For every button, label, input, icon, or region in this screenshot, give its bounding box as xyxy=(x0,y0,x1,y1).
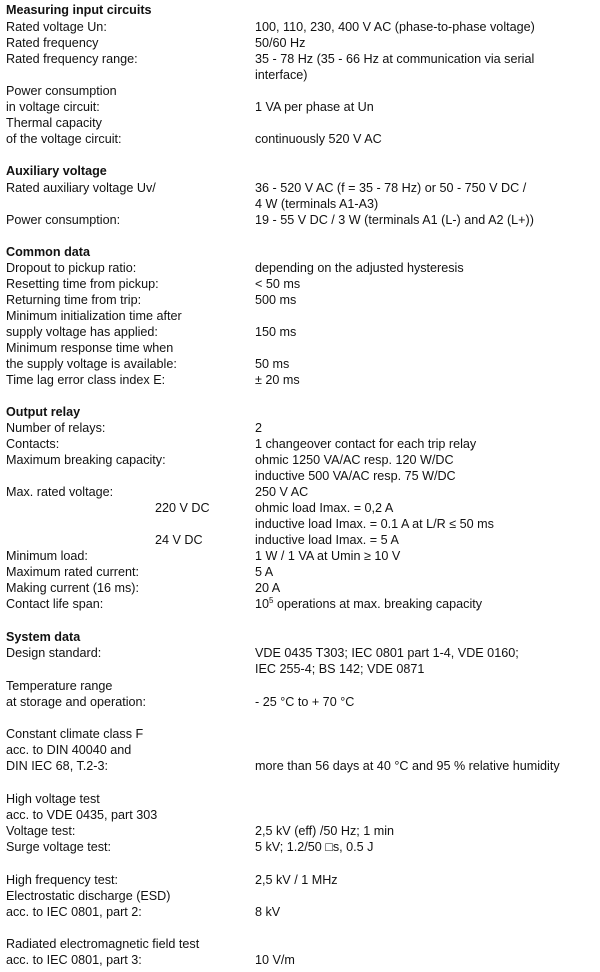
section-heading-output: Output relay xyxy=(6,405,81,419)
label-making-current: Making current (16 ms): xyxy=(6,581,139,595)
value-max-rated-voltage: 250 V AC xyxy=(255,485,309,499)
label-climate-class-cont2: DIN IEC 68, T.2-3: xyxy=(6,759,108,773)
value-esd: 8 kV xyxy=(255,905,281,919)
value-min-response-time: 50 ms xyxy=(255,357,290,371)
label-surge-voltage-test: Surge voltage test: xyxy=(6,840,112,854)
label-min-response-time: Minimum response time when xyxy=(6,341,174,355)
label-max-breaking-capacity: Maximum breaking capacity: xyxy=(6,453,166,467)
value-design-standard: VDE 0435 T303; IEC 0801 part 1-4, VDE 0160; xyxy=(255,646,519,660)
value-temperature-range: - 25 °C to + 70 °C xyxy=(255,695,355,709)
sublabel-24v-dc: 24 V DC xyxy=(155,533,203,547)
label-high-voltage-test-cont: acc. to VDE 0435, part 303 xyxy=(6,808,158,822)
value-contact-life-base: 10 xyxy=(255,597,270,611)
label-temperature-range-cont: at storage and operation: xyxy=(6,695,147,709)
value-making-current: 20 A xyxy=(255,581,281,595)
value-design-standard-cont: IEC 255-4; BS 142; VDE 0871 xyxy=(255,662,425,676)
value-rated-voltage: 100, 110, 230, 400 V AC (phase-to-phase voltage) xyxy=(255,20,535,34)
label-design-standard: Design standard: xyxy=(6,646,102,660)
value-max-breaking-capacity-cont: inductive 500 VA/AC resp. 75 W/DC xyxy=(255,469,456,483)
label-thermal-capacity: Thermal capacity xyxy=(6,116,102,130)
value-rated-frequency-range-cont: interface) xyxy=(255,68,308,82)
label-high-voltage-test: High voltage test xyxy=(6,792,100,806)
label-time-lag-error: Time lag error class index E: xyxy=(6,373,166,387)
value-contact-life-rest: operations at max. breaking capacity xyxy=(273,597,483,611)
label-rated-auxiliary-voltage: Rated auxiliary voltage Uv/ xyxy=(6,181,156,195)
section-heading-auxiliary: Auxiliary voltage xyxy=(6,164,107,178)
label-radiated-field-test-cont: acc. to IEC 0801, part 3: xyxy=(6,953,142,967)
value-max-breaking-capacity: ohmic 1250 VA/AC resp. 120 W/DC xyxy=(255,453,454,467)
section-heading-system: System data xyxy=(6,630,81,644)
label-temperature-range: Temperature range xyxy=(6,679,113,693)
label-contacts: Contacts: xyxy=(6,437,60,451)
sublabel-220v-dc: 220 V DC xyxy=(155,501,210,515)
value-contacts: 1 changeover contact for each trip relay xyxy=(255,437,477,451)
label-dropout-ratio: Dropout to pickup ratio: xyxy=(6,261,137,275)
label-rated-frequency: Rated frequency xyxy=(6,36,99,50)
value-climate-class: more than 56 days at 40 °C and 95 % relative humidity xyxy=(255,759,560,773)
label-max-rated-current: Maximum rated current: xyxy=(6,565,139,579)
value-rated-auxiliary-voltage: 36 - 520 V AC (f = 35 - 78 Hz) or 50 - 750 V DC / xyxy=(255,181,527,195)
value-high-frequency-test: 2,5 kV / 1 MHz xyxy=(255,873,338,887)
label-esd-cont: acc. to IEC 0801, part 2: xyxy=(6,905,142,919)
label-radiated-field-test: Radiated electromagnetic field test xyxy=(6,937,200,951)
label-climate-class-cont1: acc. to DIN 40040 and xyxy=(6,743,132,757)
value-contact-life-exponent: 5 xyxy=(269,596,274,605)
label-number-of-relays: Number of relays: xyxy=(6,421,106,435)
label-min-response-time-cont: the supply voltage is available: xyxy=(6,357,177,371)
value-resetting-time: < 50 ms xyxy=(255,277,301,291)
label-min-init-time-cont: supply voltage has applied: xyxy=(6,325,158,339)
value-max-rated-current: 5 A xyxy=(255,565,274,579)
label-thermal-capacity-cont: of the voltage circuit: xyxy=(6,132,122,146)
value-minimum-load: 1 W / 1 VA at Umin ≥ 10 V xyxy=(255,549,401,563)
value-rated-frequency: 50/60 Hz xyxy=(255,36,306,50)
value-220v-dc-ohmic: ohmic load Imax. = 0,2 A xyxy=(255,501,394,515)
label-power-consumption-cont: in voltage circuit: xyxy=(6,100,100,114)
label-aux-power-consumption: Power consumption: xyxy=(6,213,121,227)
label-resetting-time: Resetting time from pickup: xyxy=(6,277,159,291)
value-rated-frequency-range: 35 - 78 Hz (35 - 66 Hz at communication via serial xyxy=(255,52,535,66)
label-rated-voltage: Rated voltage Un: xyxy=(6,20,107,34)
value-220v-dc-inductive: inductive load Imax. = 0.1 A at L/R ≤ 50 ms xyxy=(255,517,494,531)
value-min-init-time: 150 ms xyxy=(255,325,297,339)
value-returning-time: 500 ms xyxy=(255,293,297,307)
value-rated-auxiliary-voltage-cont: 4 W (terminals A1-A3) xyxy=(255,197,379,211)
label-contact-life-span: Contact life span: xyxy=(6,597,104,611)
value-surge-voltage-test: 5 kV; 1.2/50 □s, 0.5 J xyxy=(255,840,374,854)
label-high-frequency-test: High frequency test: xyxy=(6,873,119,887)
value-aux-power-consumption: 19 - 55 V DC / 3 W (terminals A1 (L-) and A2 (L+)) xyxy=(255,213,534,227)
label-rated-frequency-range: Rated frequency range: xyxy=(6,52,138,66)
value-radiated-field-test: 10 V/m xyxy=(255,953,295,967)
value-contact-life-span xyxy=(255,596,482,612)
value-power-consumption: 1 VA per phase at Un xyxy=(255,100,374,114)
label-climate-class: Constant climate class F xyxy=(6,727,144,741)
label-returning-time: Returning time from trip: xyxy=(6,293,142,307)
value-time-lag-error: ± 20 ms xyxy=(255,373,300,387)
value-voltage-test: 2,5 kV (eff) /50 Hz; 1 min xyxy=(255,824,395,838)
value-number-of-relays: 2 xyxy=(255,421,263,435)
label-max-rated-voltage: Max. rated voltage: xyxy=(6,485,114,499)
value-dropout-ratio: depending on the adjusted hysteresis xyxy=(255,261,464,275)
label-esd: Electrostatic discharge (ESD) xyxy=(6,889,171,903)
label-minimum-load: Minimum load: xyxy=(6,549,88,563)
label-min-init-time: Minimum initialization time after xyxy=(6,309,182,323)
label-voltage-test: Voltage test: xyxy=(6,824,76,838)
value-thermal-capacity: continuously 520 V AC xyxy=(255,132,382,146)
value-24v-dc-inductive: inductive load Imax. = 5 A xyxy=(255,533,399,547)
label-power-consumption: Power consumption xyxy=(6,84,117,98)
section-heading-measuring: Measuring input circuits xyxy=(6,3,152,17)
section-heading-common: Common data xyxy=(6,245,90,259)
